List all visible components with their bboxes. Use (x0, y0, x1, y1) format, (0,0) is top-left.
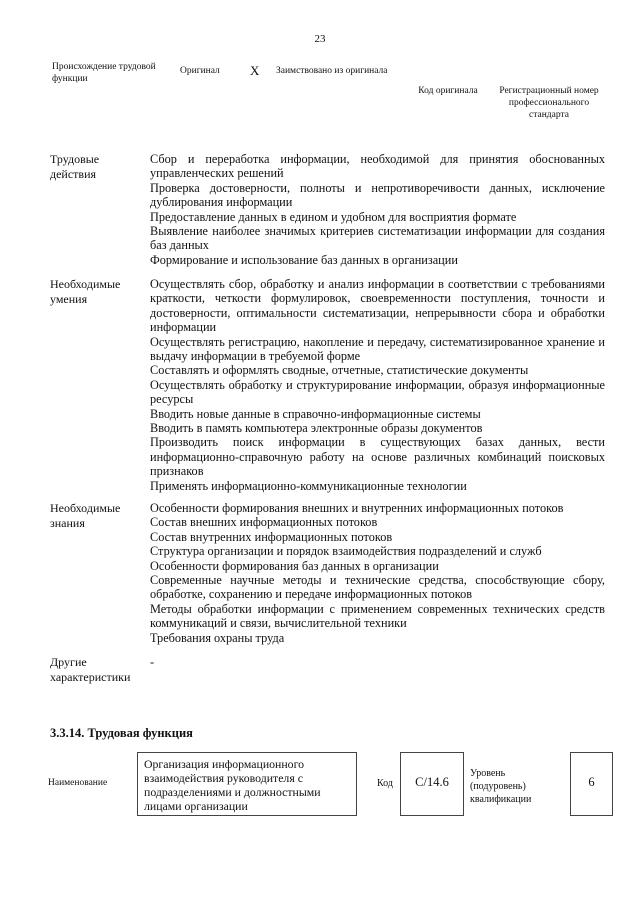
section-label: Необходимые умения (50, 277, 121, 306)
section-label: Другие характеристики (50, 655, 131, 684)
function-name: Организация информационного взаимодействия руководителя с подразделениями и должностными лицами организации (144, 757, 321, 813)
list-item: Особенности формирования внешних и внутренних информационных потоков (150, 501, 564, 515)
list-item: Современные научные методы и технические средства, способствующие сбору, обработке, сохранению и передаче информационных потоков (150, 573, 605, 602)
list-item: Состав внутренних информационных потоков (150, 529, 393, 544)
section-label: Необходимые знания (50, 501, 121, 530)
list-item: Структура организации и порядок взаимодействия подразделений и служб (150, 544, 542, 559)
section-label: Трудовые действия (50, 152, 100, 181)
level-label: Уровень (подуровень) квалификации (470, 768, 532, 805)
list-item: Вводить в память компьютера электронные образы документов (150, 421, 483, 436)
list-item: Требования охраны труда (150, 630, 285, 645)
list-item: Производить поиск информации в существующих базах данных, вести информационно-справочную работу на основе различных комбинаций поисковых признаков (150, 435, 605, 479)
function-code-box (400, 752, 464, 816)
code-label: Код (377, 778, 393, 789)
original-code-label: Код оригинала (418, 86, 478, 96)
borrowed-label: Заимствовано из оригинала (276, 66, 388, 76)
list-item: Составлять и оформлять сводные, отчетные, статистические документы (150, 363, 529, 378)
list-item: Особенности формирования баз данных в организации (150, 558, 439, 573)
list-item: Вводить новые данные в справочно-информационные системы (150, 406, 481, 421)
name-label: Наименование (48, 778, 108, 788)
level-box (570, 752, 613, 816)
origin-label: Происхождение трудовой функции (52, 62, 156, 84)
function-code: C/14.6 (415, 775, 449, 789)
level-value: 6 (588, 775, 595, 789)
list-item: Методы обработки информации с применением современных технических средств коммуникаций и связи, вычислительной техники (150, 601, 605, 631)
list-item: Осуществлять регистрацию, накопление и передачу, систематизированное хранение и выдачу информации в требуемой форме (150, 334, 605, 364)
function-name-box (137, 752, 357, 816)
list-item: Состав внешних информационных потоков (150, 515, 378, 530)
list-item: Формирование и использование баз данных в организации (150, 252, 458, 267)
list-item: Осуществлять обработку и структурирование информации, образуя информационные ресурсы (150, 377, 605, 407)
original-label: Оригинал (180, 66, 220, 76)
list-item: Выявление наиболее значимых критериев систематизации информации для создания баз данных (150, 224, 605, 253)
list-item: Сбор и переработка информации, необходимой для принятия обоснованных управленческих решений (150, 152, 605, 181)
registration-number-label: Регистрационный номер профессионального стандарта (499, 86, 599, 120)
list-item: Применять информационно-коммуникационные технологии (150, 478, 467, 493)
function-heading: 3.3.14. Трудовая функция (50, 726, 193, 740)
list-item: Осуществлять сбор, обработку и анализ информации в соответствии с требованиями краткости, четкости формулировок, своевременности поступления, точности и достоверности, оптимальности систематизации, непрерывности сбора и обработки информации (150, 277, 605, 335)
page-number: 23 (314, 33, 326, 45)
list-item: Предоставление данных в едином и удобном для восприятия формате (150, 209, 517, 224)
x-mark: X (250, 63, 260, 78)
list-item: Проверка достоверности, полноты и непротиворечивости данных, исключение дублирования информации (150, 180, 605, 210)
list-item: - (150, 655, 155, 669)
